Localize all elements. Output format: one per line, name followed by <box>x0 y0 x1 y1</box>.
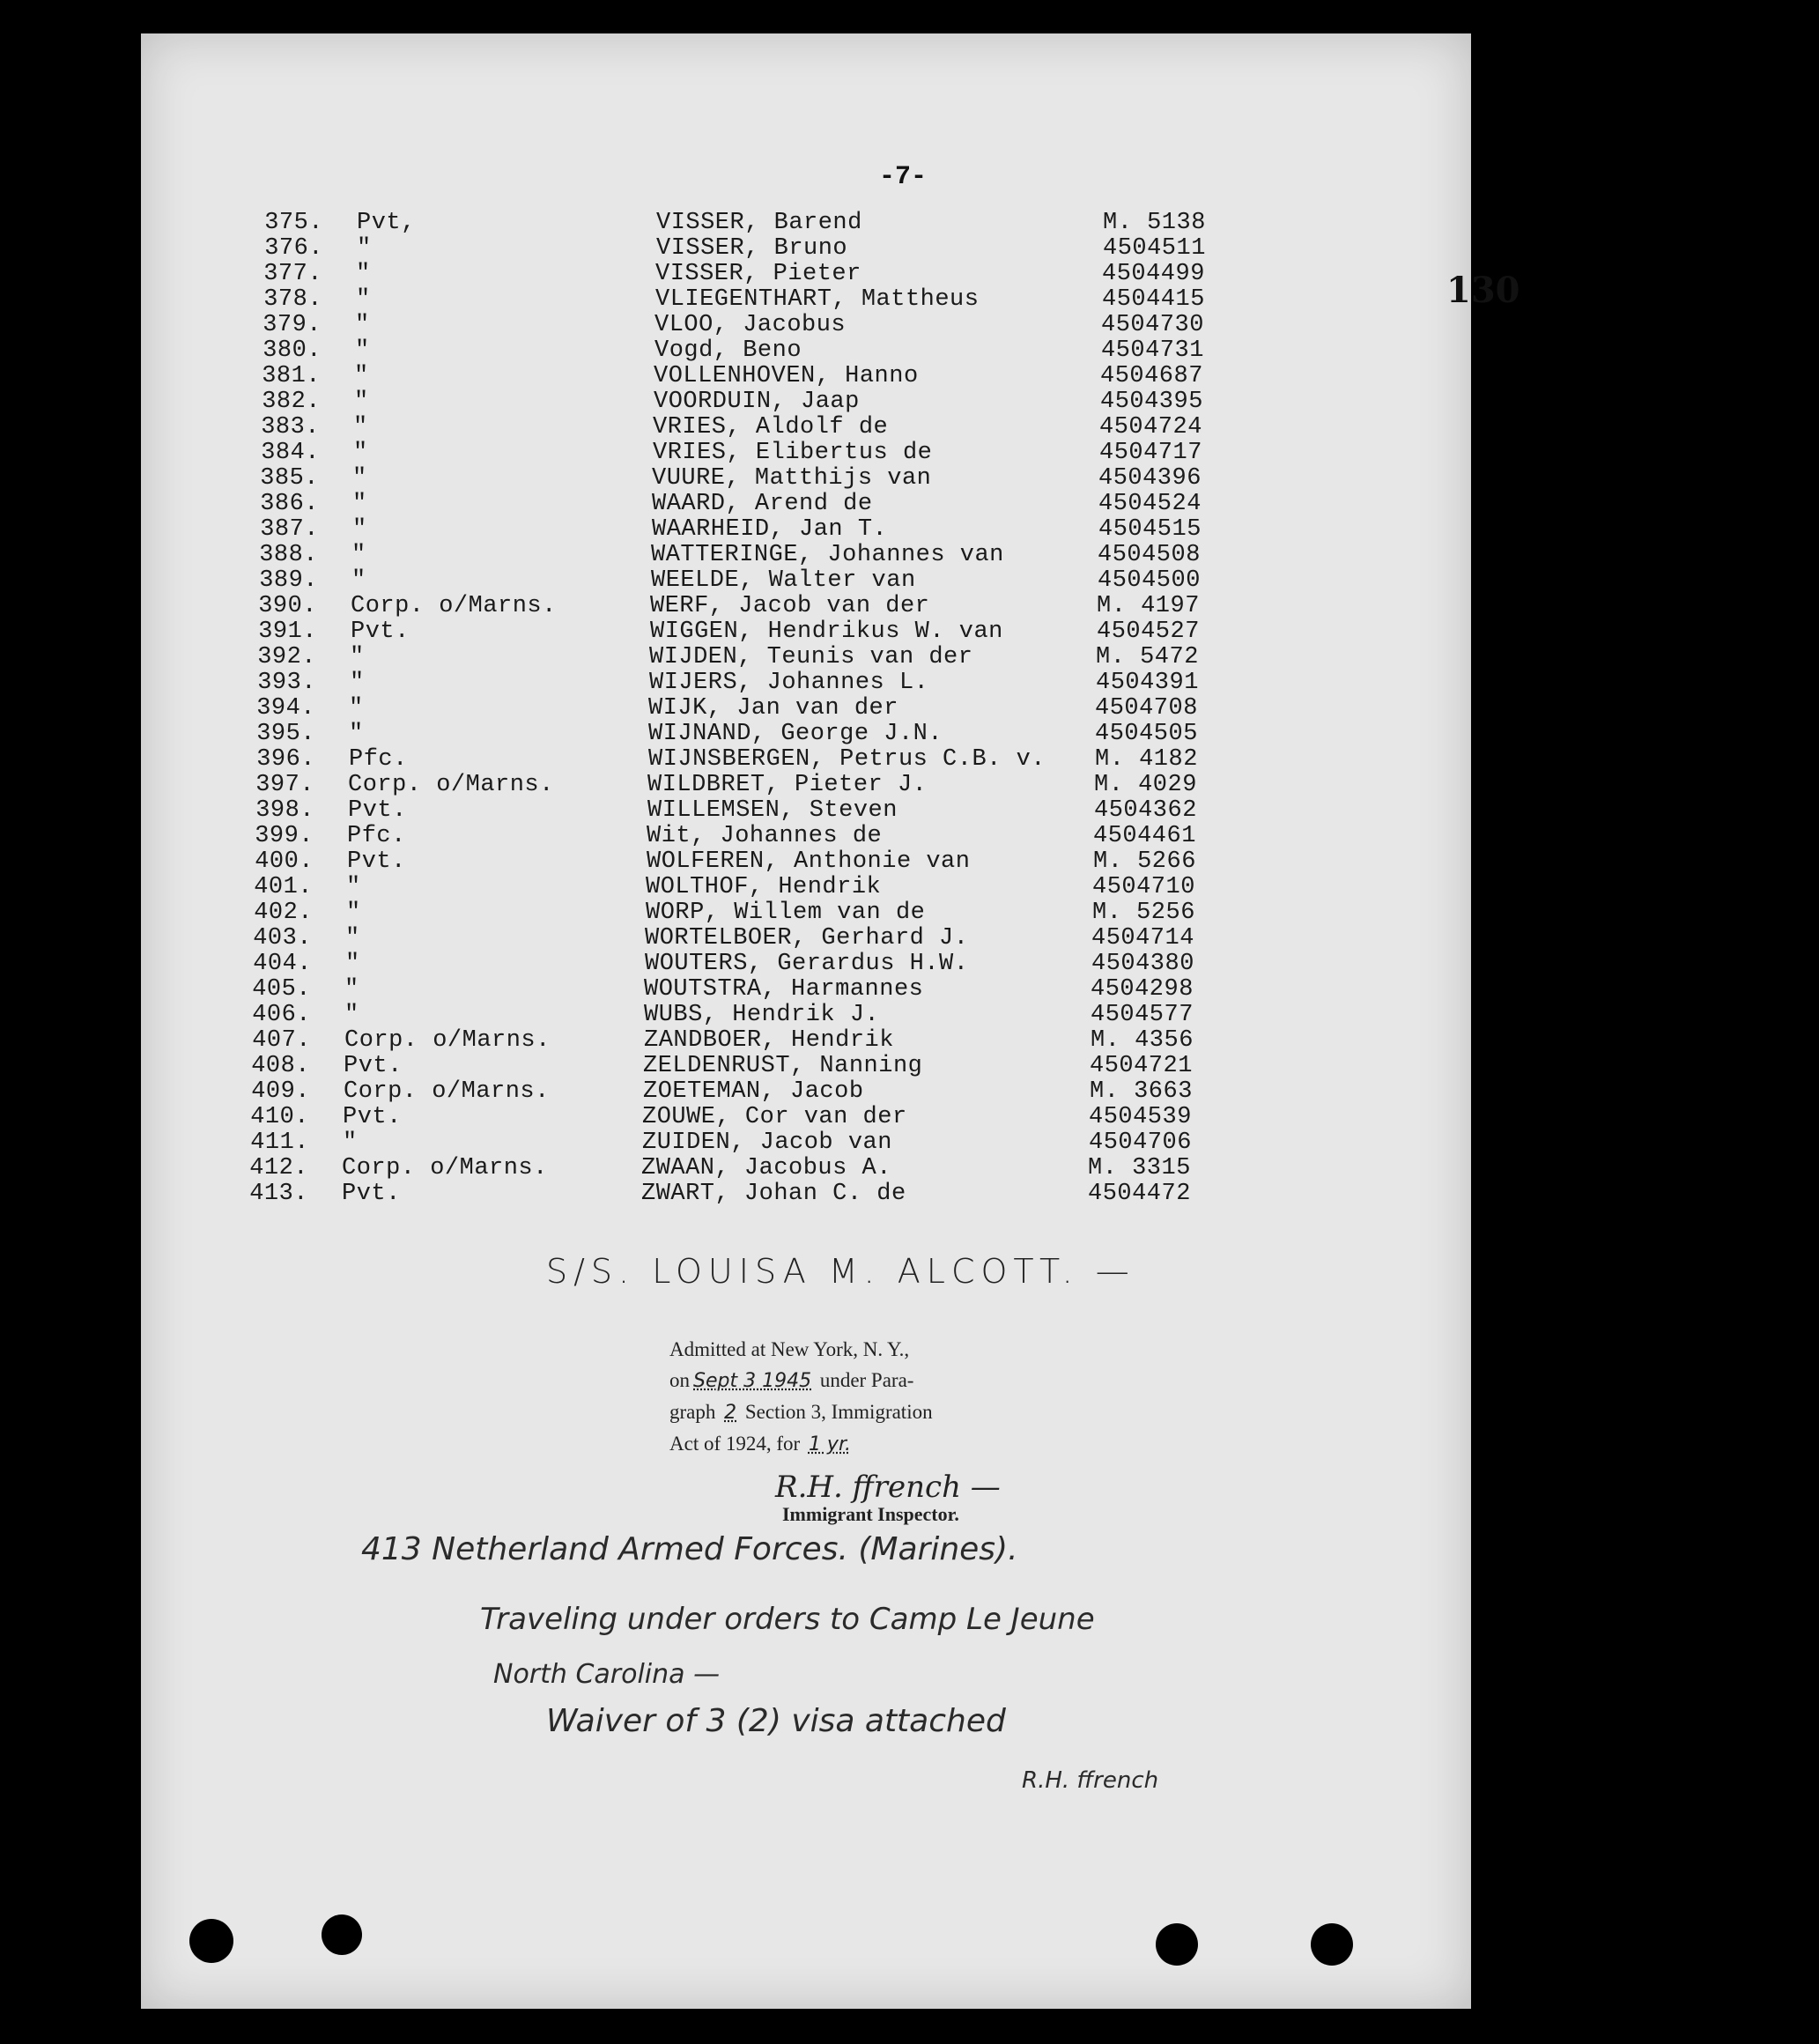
roster-service-number: M. 5266 <box>1093 848 1196 875</box>
roster-name: ZOUWE, Cor van der <box>642 1104 907 1130</box>
roster-service-number: 4504395 <box>1100 389 1203 415</box>
roster-name: VISSER, Bruno <box>656 235 848 262</box>
roster-rank: Corp. o/Marns. <box>351 593 557 619</box>
roster-rank: " <box>351 567 366 594</box>
roster-number: 396. <box>256 746 315 773</box>
roster-number: 399. <box>255 823 314 849</box>
roster-service-number: 4504515 <box>1098 516 1202 543</box>
stamped-page-number: 130 <box>1446 270 1520 311</box>
admission-duration: 1 yr. <box>808 1433 851 1455</box>
roster-rank: " <box>343 1129 358 1156</box>
roster-number: 380. <box>262 337 322 364</box>
roster-service-number: 4504524 <box>1098 491 1202 517</box>
admission-line-2: on Sept 3 1945 under Para- <box>669 1369 914 1392</box>
roster-rank: " <box>357 235 372 262</box>
roster-name: VUURE, Matthijs van <box>652 465 932 492</box>
roster-service-number: 4504380 <box>1091 951 1194 977</box>
roster-number: 386. <box>260 491 319 517</box>
roster-service-number: M. 3315 <box>1088 1155 1191 1181</box>
roster-number: 409. <box>251 1078 310 1105</box>
punch-hole <box>189 1919 233 1963</box>
roster-number: 390. <box>258 593 317 619</box>
roster-name: WORTELBOER, Gerhard J. <box>645 925 969 952</box>
roster-number: 377. <box>263 261 322 287</box>
roster-rank: " <box>351 542 366 568</box>
roster-service-number: 4504708 <box>1095 695 1198 722</box>
handwritten-note-line-4: Waiver of 3 (2) visa attached <box>546 1703 1006 1739</box>
roster-service-number: M. 4197 <box>1097 593 1200 619</box>
roster-number: 392. <box>257 644 316 670</box>
handwritten-note-line-3: North Carolina — <box>493 1659 721 1690</box>
roster-service-number: 4504687 <box>1100 363 1203 389</box>
roster-service-number: 4504511 <box>1103 235 1206 262</box>
roster-name: ZWAAN, Jacobus A. <box>641 1155 891 1181</box>
roster-rank: " <box>349 721 364 747</box>
roster-name: WIJNAND, George J.N. <box>648 721 943 747</box>
roster-number: 400. <box>255 848 314 875</box>
admission-line-1: Admitted at New York, N. Y., <box>669 1338 910 1360</box>
roster-rank: Pvt. <box>351 618 410 645</box>
roster-name: WILDBRET, Pieter J. <box>647 772 928 798</box>
roster-service-number: 4504391 <box>1096 670 1199 696</box>
roster-rank: Corp. o/Marns. <box>344 1078 550 1105</box>
roster-number: 397. <box>255 772 314 798</box>
roster-number: 383. <box>261 414 320 441</box>
punch-hole <box>1311 1923 1353 1966</box>
roster-rank: Pvt, <box>357 210 416 236</box>
page-number: -7- <box>879 162 928 192</box>
roster-rank: " <box>350 644 365 670</box>
roster-service-number: 4504461 <box>1093 823 1196 849</box>
inspector-label: Immigrant Inspector. <box>782 1503 959 1525</box>
roster-number: 401. <box>254 874 313 900</box>
handwritten-note-line-2: Traveling under orders to Camp Le Jeune <box>480 1602 1095 1637</box>
roster-name: WEELDE, Walter van <box>651 567 916 594</box>
roster-rank: " <box>346 874 361 900</box>
roster-number: 398. <box>255 797 314 824</box>
roster-name: VRIES, Aldolf de <box>653 414 889 441</box>
roster-service-number: M. 5256 <box>1092 900 1195 926</box>
roster-name: Wit, Johannes de <box>647 823 883 849</box>
roster-rank: Pvt. <box>342 1181 401 1207</box>
roster-name: WORP, Willem van de <box>646 900 926 926</box>
roster-service-number: M. 3663 <box>1090 1078 1193 1105</box>
roster-service-number: 4504508 <box>1098 542 1201 568</box>
roster-number: 403. <box>253 925 312 952</box>
roster-service-number: 4504500 <box>1098 567 1201 594</box>
roster-service-number: 4504527 <box>1097 618 1200 645</box>
roster-rank: Pvt. <box>348 797 407 824</box>
roster-name: Vogd, Beno <box>654 337 802 364</box>
roster-number: 407. <box>252 1027 311 1054</box>
roster-name: VLOO, Jacobus <box>654 312 847 338</box>
roster-service-number: 4504721 <box>1090 1053 1193 1079</box>
roster-name: WIJNSBERGEN, Petrus C.B. v. <box>648 746 1046 773</box>
roster-rank: " <box>352 465 367 492</box>
roster-name: VLIEGENTHART, Mattheus <box>655 286 980 313</box>
roster-rank: Pvt. <box>347 848 406 875</box>
roster-number: 413. <box>249 1181 308 1207</box>
punch-hole <box>322 1914 362 1955</box>
roster-number: 381. <box>262 363 321 389</box>
roster-name: ZANDBOER, Hendrik <box>644 1027 894 1054</box>
roster-rank: " <box>354 389 369 415</box>
roster-number: 405. <box>252 976 311 1003</box>
roster-name: WIJK, Jan van der <box>648 695 898 722</box>
roster-rank: " <box>353 440 368 466</box>
roster-rank: " <box>356 261 371 287</box>
admission-line-3: graph 2 Section 3, Immigration <box>669 1401 933 1424</box>
roster-name: WERF, Jacob van der <box>650 593 930 619</box>
roster-service-number: 4504724 <box>1099 414 1202 441</box>
roster-rank: Corp. o/Marns. <box>344 1027 551 1054</box>
roster-service-number: M. 5138 <box>1103 210 1206 236</box>
roster-name: WAARHEID, Jan T. <box>652 516 888 543</box>
punch-hole <box>1156 1923 1198 1966</box>
roster-service-number: M. 4182 <box>1095 746 1198 773</box>
roster-service-number: 4504710 <box>1092 874 1195 900</box>
roster-number: 384. <box>261 440 320 466</box>
roster-name: VISSER, Pieter <box>655 261 861 287</box>
roster-service-number: 4504714 <box>1091 925 1194 952</box>
roster-name: ZELDENRUST, Nanning <box>643 1053 923 1079</box>
roster-number: 387. <box>260 516 319 543</box>
roster-name: VRIES, Elibertus de <box>653 440 933 466</box>
roster-name: VOORDUIN, Jaap <box>654 389 860 415</box>
roster-rank: " <box>350 670 365 696</box>
roster-name: WOUTERS, Gerardus H.W. <box>645 951 969 977</box>
handwritten-note-line-1: 413 Netherland Armed Forces. (Marines). <box>361 1531 1018 1567</box>
roster-rank: Pfc. <box>349 746 408 773</box>
roster-service-number: 4504396 <box>1098 465 1202 492</box>
roster-number: 395. <box>256 721 315 747</box>
roster-service-number: 4504717 <box>1099 440 1202 466</box>
roster-rank: Pvt. <box>344 1053 403 1079</box>
roster-name: WAARD, Arend de <box>652 491 873 517</box>
roster-number: 402. <box>254 900 313 926</box>
roster-name: WUBS, Hendrik J. <box>644 1002 880 1028</box>
roster-rank: Pfc. <box>347 823 406 849</box>
roster-number: 410. <box>250 1104 309 1130</box>
roster-service-number: M. 5472 <box>1096 644 1199 670</box>
handwritten-initials: R.H. ffrench <box>1022 1767 1159 1794</box>
roster-number: 388. <box>259 542 318 568</box>
roster-service-number: 4504298 <box>1091 976 1194 1003</box>
roster-rank: " <box>344 976 359 1003</box>
roster-number: 375. <box>264 210 323 236</box>
roster-number: 408. <box>251 1053 310 1079</box>
roster-service-number: 4504706 <box>1089 1129 1192 1156</box>
roster-rank: " <box>354 363 369 389</box>
roster-name: WIJDEN, Teunis van der <box>649 644 973 670</box>
roster-number: 412. <box>249 1155 308 1181</box>
roster-number: 411. <box>250 1129 309 1156</box>
roster-name: WATTERINGE, Johannes van <box>651 542 1004 568</box>
roster-rank: " <box>352 516 367 543</box>
roster-service-number: 4504499 <box>1102 261 1205 287</box>
roster-name: WOUTSTRA, Harmannes <box>644 976 924 1003</box>
roster-number: 389. <box>259 567 318 594</box>
roster-service-number: 4504539 <box>1089 1104 1192 1130</box>
roster-number: 393. <box>257 670 316 696</box>
roster-name: WOLTHOF, Hendrik <box>646 874 882 900</box>
roster-number: 378. <box>263 286 322 313</box>
roster-number: 385. <box>260 465 319 492</box>
roster-rank: " <box>345 925 360 952</box>
admission-line-4: Act of 1924, for 1 yr. <box>669 1428 1039 1460</box>
document-page <box>141 33 1520 2009</box>
roster-number: 379. <box>262 312 322 338</box>
roster-name: ZOETEMAN, Jacob <box>643 1078 864 1105</box>
roster-service-number: 4504730 <box>1101 312 1204 338</box>
roster-rank: " <box>352 491 367 517</box>
roster-service-number: 4504505 <box>1095 721 1198 747</box>
roster-number: 406. <box>252 1002 311 1028</box>
roster-rank: " <box>346 900 361 926</box>
roster-service-number: M. 4356 <box>1091 1027 1194 1054</box>
roster-name: WOLFEREN, Anthonie van <box>647 848 971 875</box>
roster-number: 382. <box>262 389 321 415</box>
roster-rank: " <box>349 695 364 722</box>
roster-service-number: M. 4029 <box>1094 772 1197 798</box>
roster-number: 404. <box>253 951 312 977</box>
roster-name: WILLEMSEN, Steven <box>647 797 898 824</box>
inspector-signature: R.H. ffrench — <box>775 1470 1001 1505</box>
roster-rank: " <box>353 414 368 441</box>
admission-date: Sept 3 1945 <box>693 1370 812 1392</box>
roster-rank: " <box>345 951 360 977</box>
roster-service-number: 4504577 <box>1091 1002 1194 1028</box>
admission-paragraph: 2 <box>724 1402 737 1424</box>
roster-rank: " <box>344 1002 359 1028</box>
roster-name: ZWART, Johan C. de <box>641 1181 906 1207</box>
roster-number: 391. <box>258 618 317 645</box>
roster-rank: Corp. o/Marns. <box>342 1155 548 1181</box>
roster-service-number: 4504415 <box>1102 286 1205 313</box>
roster-service-number: 4504472 <box>1088 1181 1191 1207</box>
roster-rank: " <box>355 312 370 338</box>
roster-rank: " <box>355 337 370 364</box>
roster-rank: " <box>356 286 371 313</box>
roster-service-number: 4504731 <box>1101 337 1204 364</box>
roster-name: WIJERS, Johannes L. <box>649 670 929 696</box>
roster-name: WIGGEN, Hendrikus W. van <box>650 618 1003 645</box>
roster-number: 376. <box>264 235 323 262</box>
roster-name: ZUIDEN, Jacob van <box>642 1129 892 1156</box>
roster-number: 394. <box>256 695 315 722</box>
admission-stamp <box>669 1334 1039 1460</box>
roster-service-number: 4504362 <box>1094 797 1197 824</box>
roster-name: VOLLENHOVEN, Hanno <box>654 363 919 389</box>
ship-name-note: S/S. LOUISA M. ALCOTT. — <box>546 1252 1135 1291</box>
roster-rank: Pvt. <box>343 1104 402 1130</box>
roster-name: VISSER, Barend <box>656 210 862 236</box>
roster-rank: Corp. o/Marns. <box>348 772 554 798</box>
